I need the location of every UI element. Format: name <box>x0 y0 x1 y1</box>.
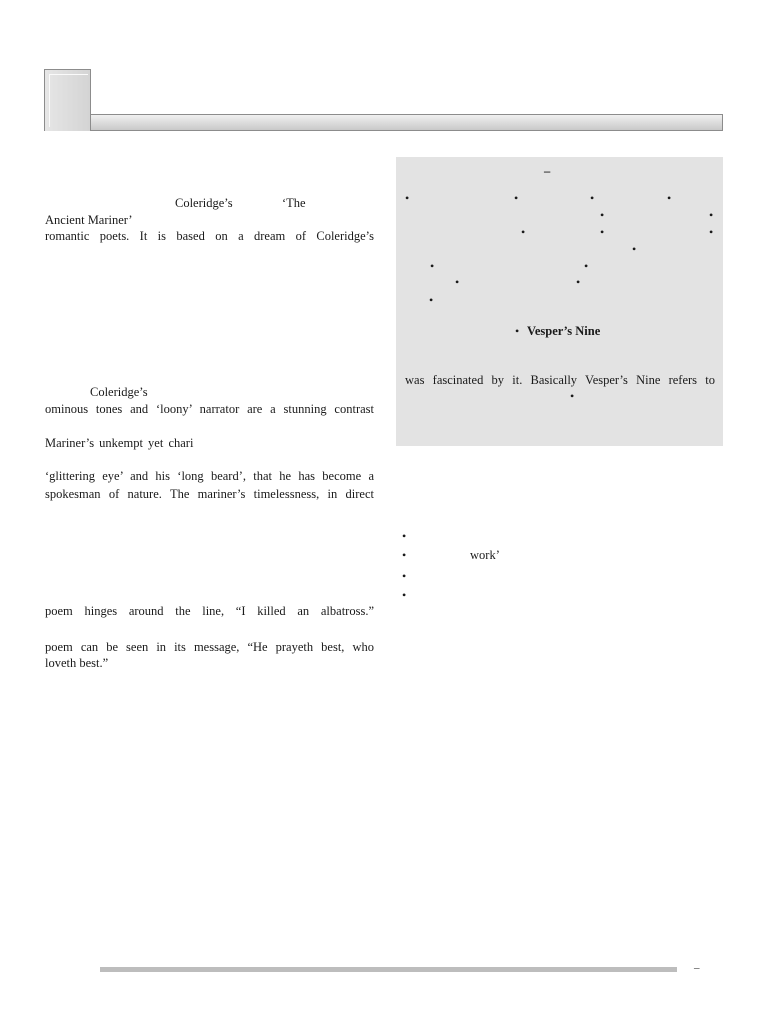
list-bullet: • <box>402 529 407 543</box>
list-bullet: • <box>402 548 407 562</box>
sidebox-bullet: • <box>405 191 410 205</box>
left-text-line-4: Coleridge’s <box>90 385 148 399</box>
sidebox-text: was fascinated by it. Basically Vesper’s Nine refers to <box>405 373 715 387</box>
left-text-line-5: ominous tones and ‘loony’ narrator are a stunning contrast <box>45 402 374 416</box>
left-text-line-7: ‘glittering eye’ and his ‘long beard’, that he has become a <box>45 469 374 483</box>
sidebox-bullet: • <box>600 208 605 222</box>
left-text-line-1a: Coleridge’s <box>175 196 233 210</box>
list-item-work: work’ <box>470 548 500 562</box>
sidebox-bullet: • <box>584 259 589 273</box>
left-text-line-10: poem can be seen in its message, “He prayeth best, who <box>45 640 374 654</box>
sidebox-dash: – <box>544 164 551 178</box>
left-text-line-6: Mariner’s unkempt yet chari <box>45 436 194 450</box>
sidebox-bullet: • <box>514 191 519 205</box>
sidebox-bullet: • <box>632 242 637 256</box>
sidebox-heading-bullet: • <box>515 324 520 338</box>
sidebox-bullet: • <box>455 275 460 289</box>
sidebox-bullet: • <box>570 389 575 403</box>
sidebox-bullet: • <box>709 225 714 239</box>
left-text-line-1b: ‘The <box>282 196 306 210</box>
footer-page-mark: – <box>694 962 700 974</box>
sidebox-bullet: • <box>709 208 714 222</box>
left-text-line-11: loveth best.” <box>45 656 109 670</box>
list-bullet: • <box>402 569 407 583</box>
header-bar <box>44 114 723 131</box>
left-text-line-2: Ancient Mariner’ <box>45 213 133 227</box>
left-text-line-8: spokesman of nature. The mariner’s timelessness, in direct <box>45 487 374 501</box>
sidebar-box <box>396 157 723 446</box>
sidebox-bullet: • <box>600 225 605 239</box>
sidebox-bullet: • <box>430 259 435 273</box>
sidebox-bullet: • <box>429 293 434 307</box>
sidebox-bullet: • <box>576 275 581 289</box>
left-text-line-9: poem hinges around the line, “I killed an albatross.” <box>45 604 374 618</box>
header-tab-highlight <box>49 74 88 127</box>
sidebox-bullet: • <box>521 225 526 239</box>
list-bullet: • <box>402 588 407 602</box>
left-text-line-3: romantic poets. It is based on a dream of Coleridge’s <box>45 229 374 243</box>
sidebox-bullet: • <box>590 191 595 205</box>
footer-rule <box>100 967 677 972</box>
sidebox-heading: Vesper’s Nine <box>527 324 601 338</box>
sidebox-bullet: • <box>667 191 672 205</box>
